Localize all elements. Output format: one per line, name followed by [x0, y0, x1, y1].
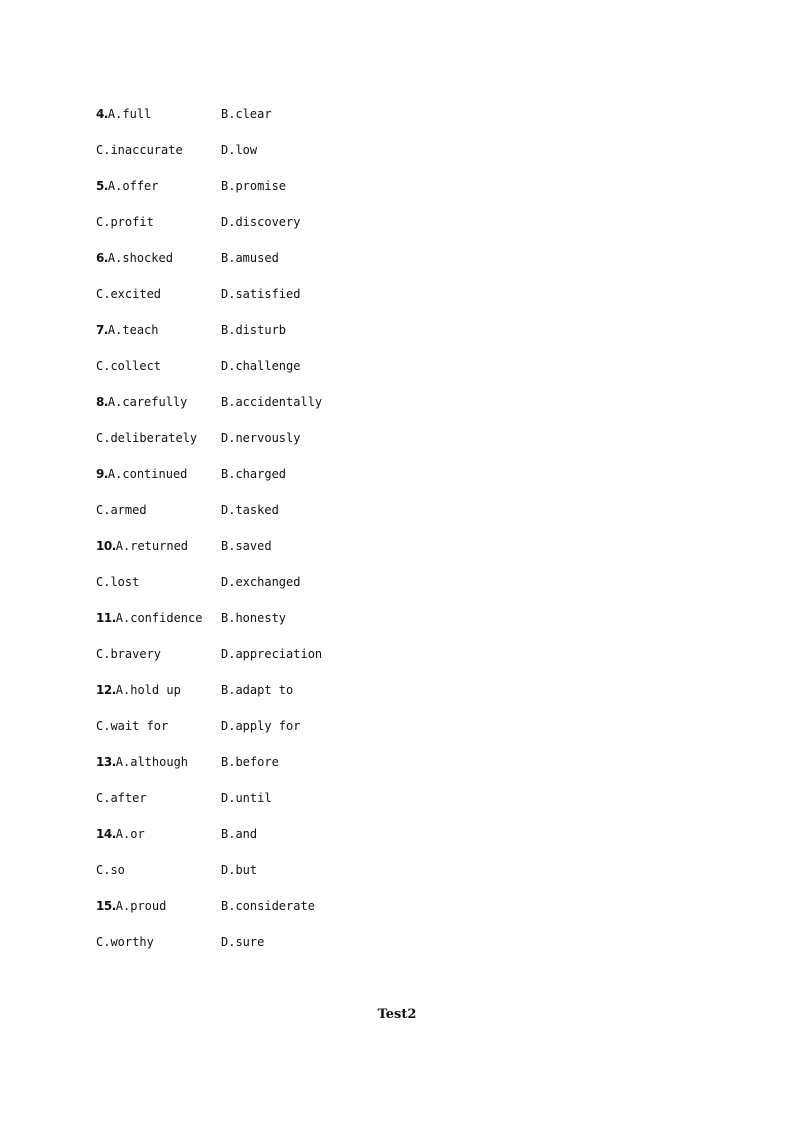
option-a — [96, 250, 173, 266]
question-number: 10. — [96, 539, 116, 553]
option-b: B.disturb — [221, 323, 287, 337]
option-a-text: A.teach — [107, 323, 159, 337]
question-number: 11. — [96, 611, 116, 625]
option-a-text: A.continued — [107, 467, 188, 481]
option-a — [96, 106, 151, 122]
option-c: C.lost — [96, 575, 140, 589]
option-a-text: A.returned — [115, 539, 189, 553]
option-b: B.before — [221, 755, 279, 769]
option-a-text: A.or — [115, 827, 145, 841]
option-d: D.challenge — [221, 359, 301, 373]
page-footer: Test2 — [377, 1007, 417, 1022]
option-b: B.honesty — [221, 611, 287, 625]
question-number: 4. — [96, 107, 108, 121]
option-d: D.but — [221, 863, 258, 877]
option-d: D.exchanged — [221, 575, 301, 589]
option-a — [96, 394, 187, 410]
option-b: B.clear — [221, 107, 272, 121]
option-a-text: A.full — [107, 107, 152, 121]
question-number: 9. — [96, 467, 108, 481]
option-b: B.accidentally — [221, 395, 323, 409]
option-d: D.until — [221, 791, 272, 805]
option-a-text: A.offer — [107, 179, 159, 193]
option-a — [96, 682, 181, 698]
option-a — [96, 610, 202, 626]
option-b: B.and — [221, 827, 258, 841]
option-c: C.collect — [96, 359, 162, 373]
option-c: C.worthy — [96, 935, 154, 949]
option-a — [96, 538, 188, 554]
option-d: D.nervously — [221, 431, 301, 445]
option-b: B.saved — [221, 539, 272, 553]
option-c: C.so — [96, 863, 125, 877]
option-a-text: A.confidence — [115, 611, 203, 625]
option-a-text: A.proud — [115, 899, 167, 913]
question-number: 7. — [96, 323, 108, 337]
question-number: 13. — [96, 755, 116, 769]
option-a — [96, 466, 187, 482]
option-c: C.after — [96, 791, 147, 805]
option-a-text: A.carefully — [107, 395, 188, 409]
option-c: C.armed — [96, 503, 147, 517]
question-number: 5. — [96, 179, 108, 193]
option-d: D.apply for — [221, 719, 301, 733]
option-b: B.adapt to — [221, 683, 294, 697]
option-a — [96, 754, 188, 770]
option-b: B.amused — [221, 251, 279, 265]
option-d: D.discovery — [221, 215, 301, 229]
option-b: B.charged — [221, 467, 287, 481]
option-d: D.low — [221, 143, 258, 157]
option-b: B.considerate — [221, 899, 315, 913]
question-number: 6. — [96, 251, 108, 265]
option-c: C.deliberately — [96, 431, 198, 445]
option-a — [96, 322, 159, 338]
option-a-text: A.hold up — [115, 683, 181, 697]
question-number: 15. — [96, 899, 116, 913]
question-number: 14. — [96, 827, 116, 841]
option-c: C.profit — [96, 215, 154, 229]
option-a — [96, 898, 166, 914]
question-number: 12. — [96, 683, 116, 697]
option-a — [96, 178, 159, 194]
option-a-text: A.shocked — [107, 251, 173, 265]
option-c: C.excited — [96, 287, 162, 301]
option-d: D.appreciation — [221, 647, 323, 661]
option-d: D.sure — [221, 935, 265, 949]
option-d: D.tasked — [221, 503, 279, 517]
option-a — [96, 826, 145, 842]
option-c: C.bravery — [96, 647, 162, 661]
option-d: D.satisfied — [221, 287, 301, 301]
option-b: B.promise — [221, 179, 287, 193]
question-number: 8. — [96, 395, 108, 409]
option-a-text: A.although — [115, 755, 189, 769]
option-c: C.inaccurate — [96, 143, 183, 157]
option-c: C.wait for — [96, 719, 169, 733]
